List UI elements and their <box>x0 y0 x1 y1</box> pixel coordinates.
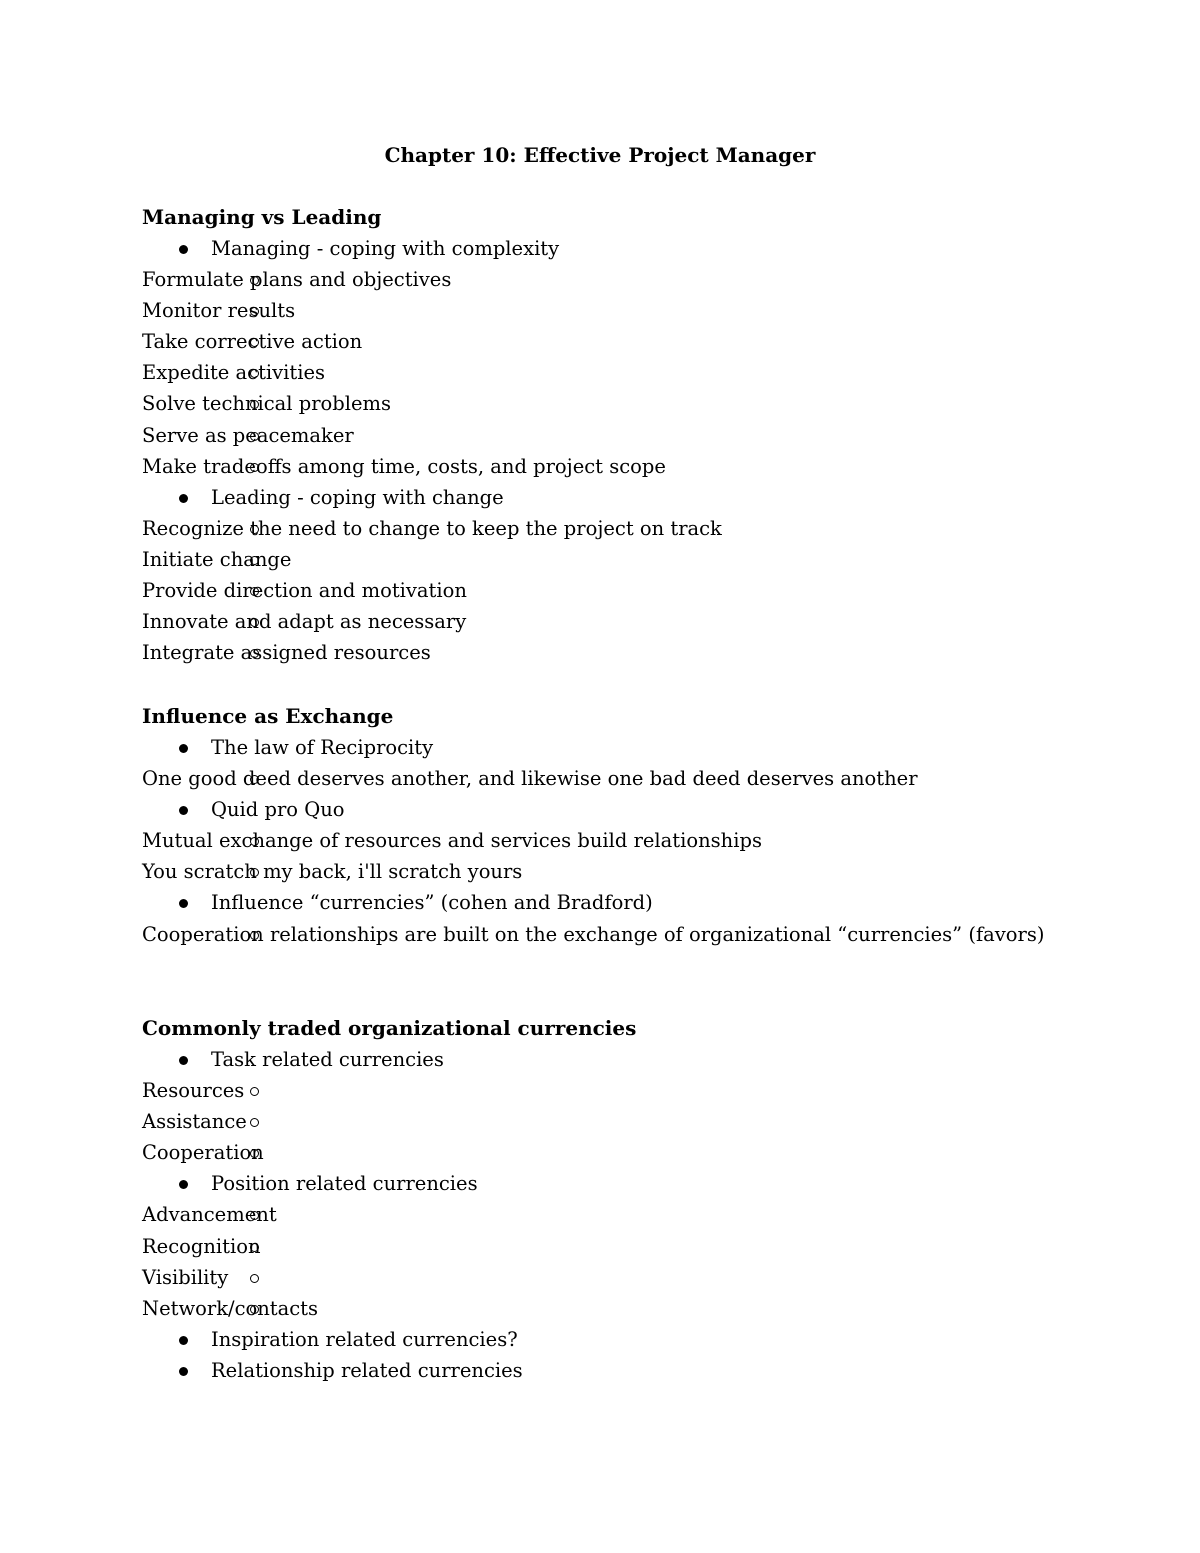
section-managing-vs-leading <box>142 202 1102 668</box>
sub-list-item: Visibility <box>142 1262 1102 1293</box>
section-commonly-traded-currencies <box>142 1013 1102 1386</box>
bullet-dot-icon <box>179 744 188 753</box>
sub-list-item: Serve as peacemaker <box>142 423 354 447</box>
sub-bullet-list <box>142 825 1102 887</box>
list-item <box>142 794 1102 887</box>
bullet-dot-icon <box>179 899 188 908</box>
sub-list-item: One good deed deserves another, and likewise one bad deed deserves another <box>142 767 918 791</box>
bullet-circle-icon <box>250 1274 259 1283</box>
bullet-circle-icon <box>250 432 259 441</box>
list-item <box>142 1324 1102 1355</box>
sub-bullet-list <box>142 513 1102 668</box>
sub-bullet-list <box>142 264 1102 482</box>
sub-list-item: Cooperation <box>142 1141 264 1165</box>
bullet-circle-icon <box>250 1087 259 1096</box>
sub-list-item: Resources <box>142 1075 1102 1106</box>
sub-bullet-list <box>142 1199 1102 1323</box>
list-item-text: Position related currencies <box>211 1172 478 1196</box>
sub-bullet-list <box>142 919 1102 950</box>
section-heading: Managing vs Leading <box>142 205 382 229</box>
list-item-text: Task related currencies <box>211 1048 444 1071</box>
sub-list-item: Assistance <box>142 1106 1102 1137</box>
list-item-text: The law of Reciprocity <box>211 736 434 759</box>
sub-list-item: Initiate change <box>142 547 292 571</box>
bullet-circle-icon <box>250 556 259 565</box>
list-item <box>142 1044 1102 1168</box>
bullet-dot-icon <box>179 1336 188 1345</box>
section-heading: Commonly traded organizational currencies <box>142 1016 637 1040</box>
sub-list-item: Take corrective action <box>142 330 363 354</box>
list-item-text: Relationship related currencies <box>211 1358 523 1382</box>
bullet-circle-icon <box>250 525 259 534</box>
list-item <box>142 1355 1102 1386</box>
bullet-list <box>142 233 1102 668</box>
sub-list-item: You scratch my back, i'll scratch yours <box>142 860 523 884</box>
list-item-text: Managing - coping with complexity <box>211 237 560 260</box>
bullet-dot-icon <box>179 1056 188 1065</box>
list-item <box>142 887 1102 949</box>
sub-bullet-list <box>142 1075 1102 1168</box>
bullet-circle-icon <box>250 1305 259 1314</box>
page-title: Chapter 10: Effective Project Manager <box>384 143 816 167</box>
list-item <box>142 233 1102 482</box>
sub-list-item: Integrate assigned resources <box>142 641 431 665</box>
list-item-text: Inspiration related currencies? <box>211 1327 518 1351</box>
sub-list-item: Solve technical problems <box>142 392 392 416</box>
list-item <box>142 732 1102 794</box>
sub-list-item: Recognition <box>142 1234 261 1258</box>
bullet-circle-icon <box>250 1243 259 1252</box>
bullet-dot-icon <box>179 494 188 503</box>
list-item <box>142 482 1102 669</box>
bullet-circle-icon <box>250 931 259 940</box>
sub-list-item: Formulate plans and objectives <box>142 268 452 292</box>
sub-list-item: Recognize the need to change to keep the project on track <box>142 516 722 540</box>
list-item <box>142 1168 1102 1323</box>
bullet-dot-icon <box>179 806 188 815</box>
sub-bullet-list <box>142 763 1102 794</box>
sub-list-item: Monitor results <box>142 299 296 323</box>
sub-list-item: Expedite activities <box>142 361 326 385</box>
section-influence-as-exchange <box>142 701 1102 950</box>
sub-list-item: Cooperation relationships are built on the exchange of organizational “currencies” (favors) <box>142 922 1045 946</box>
sub-list-item: Make tradeoffs among time, costs, and project scope <box>142 454 666 478</box>
bullet-dot-icon <box>179 1180 188 1189</box>
list-item-text: Influence “currencies” (cohen and Bradford) <box>211 891 653 915</box>
sub-list-item: Provide direction and motivation <box>142 579 467 603</box>
sub-list-item: Advancement <box>142 1203 277 1227</box>
list-item-text: Leading - coping with change <box>211 485 504 509</box>
sub-list-item: Innovate and adapt as necessary <box>142 610 467 634</box>
bullet-list <box>142 732 1102 950</box>
bullet-circle-icon <box>250 463 259 472</box>
bullet-dot-icon <box>179 245 188 254</box>
bullet-list <box>142 1044 1102 1386</box>
section-heading: Influence as Exchange <box>142 704 394 728</box>
sub-list-item: Mutual exchange of resources and services build relationships <box>142 829 762 853</box>
bullet-circle-icon <box>250 1118 259 1127</box>
bullet-dot-icon <box>179 1367 188 1376</box>
list-item-text: Quid pro Quo <box>211 798 345 822</box>
bullet-circle-icon <box>250 587 259 596</box>
sub-list-item: Network/contacts <box>142 1296 319 1320</box>
